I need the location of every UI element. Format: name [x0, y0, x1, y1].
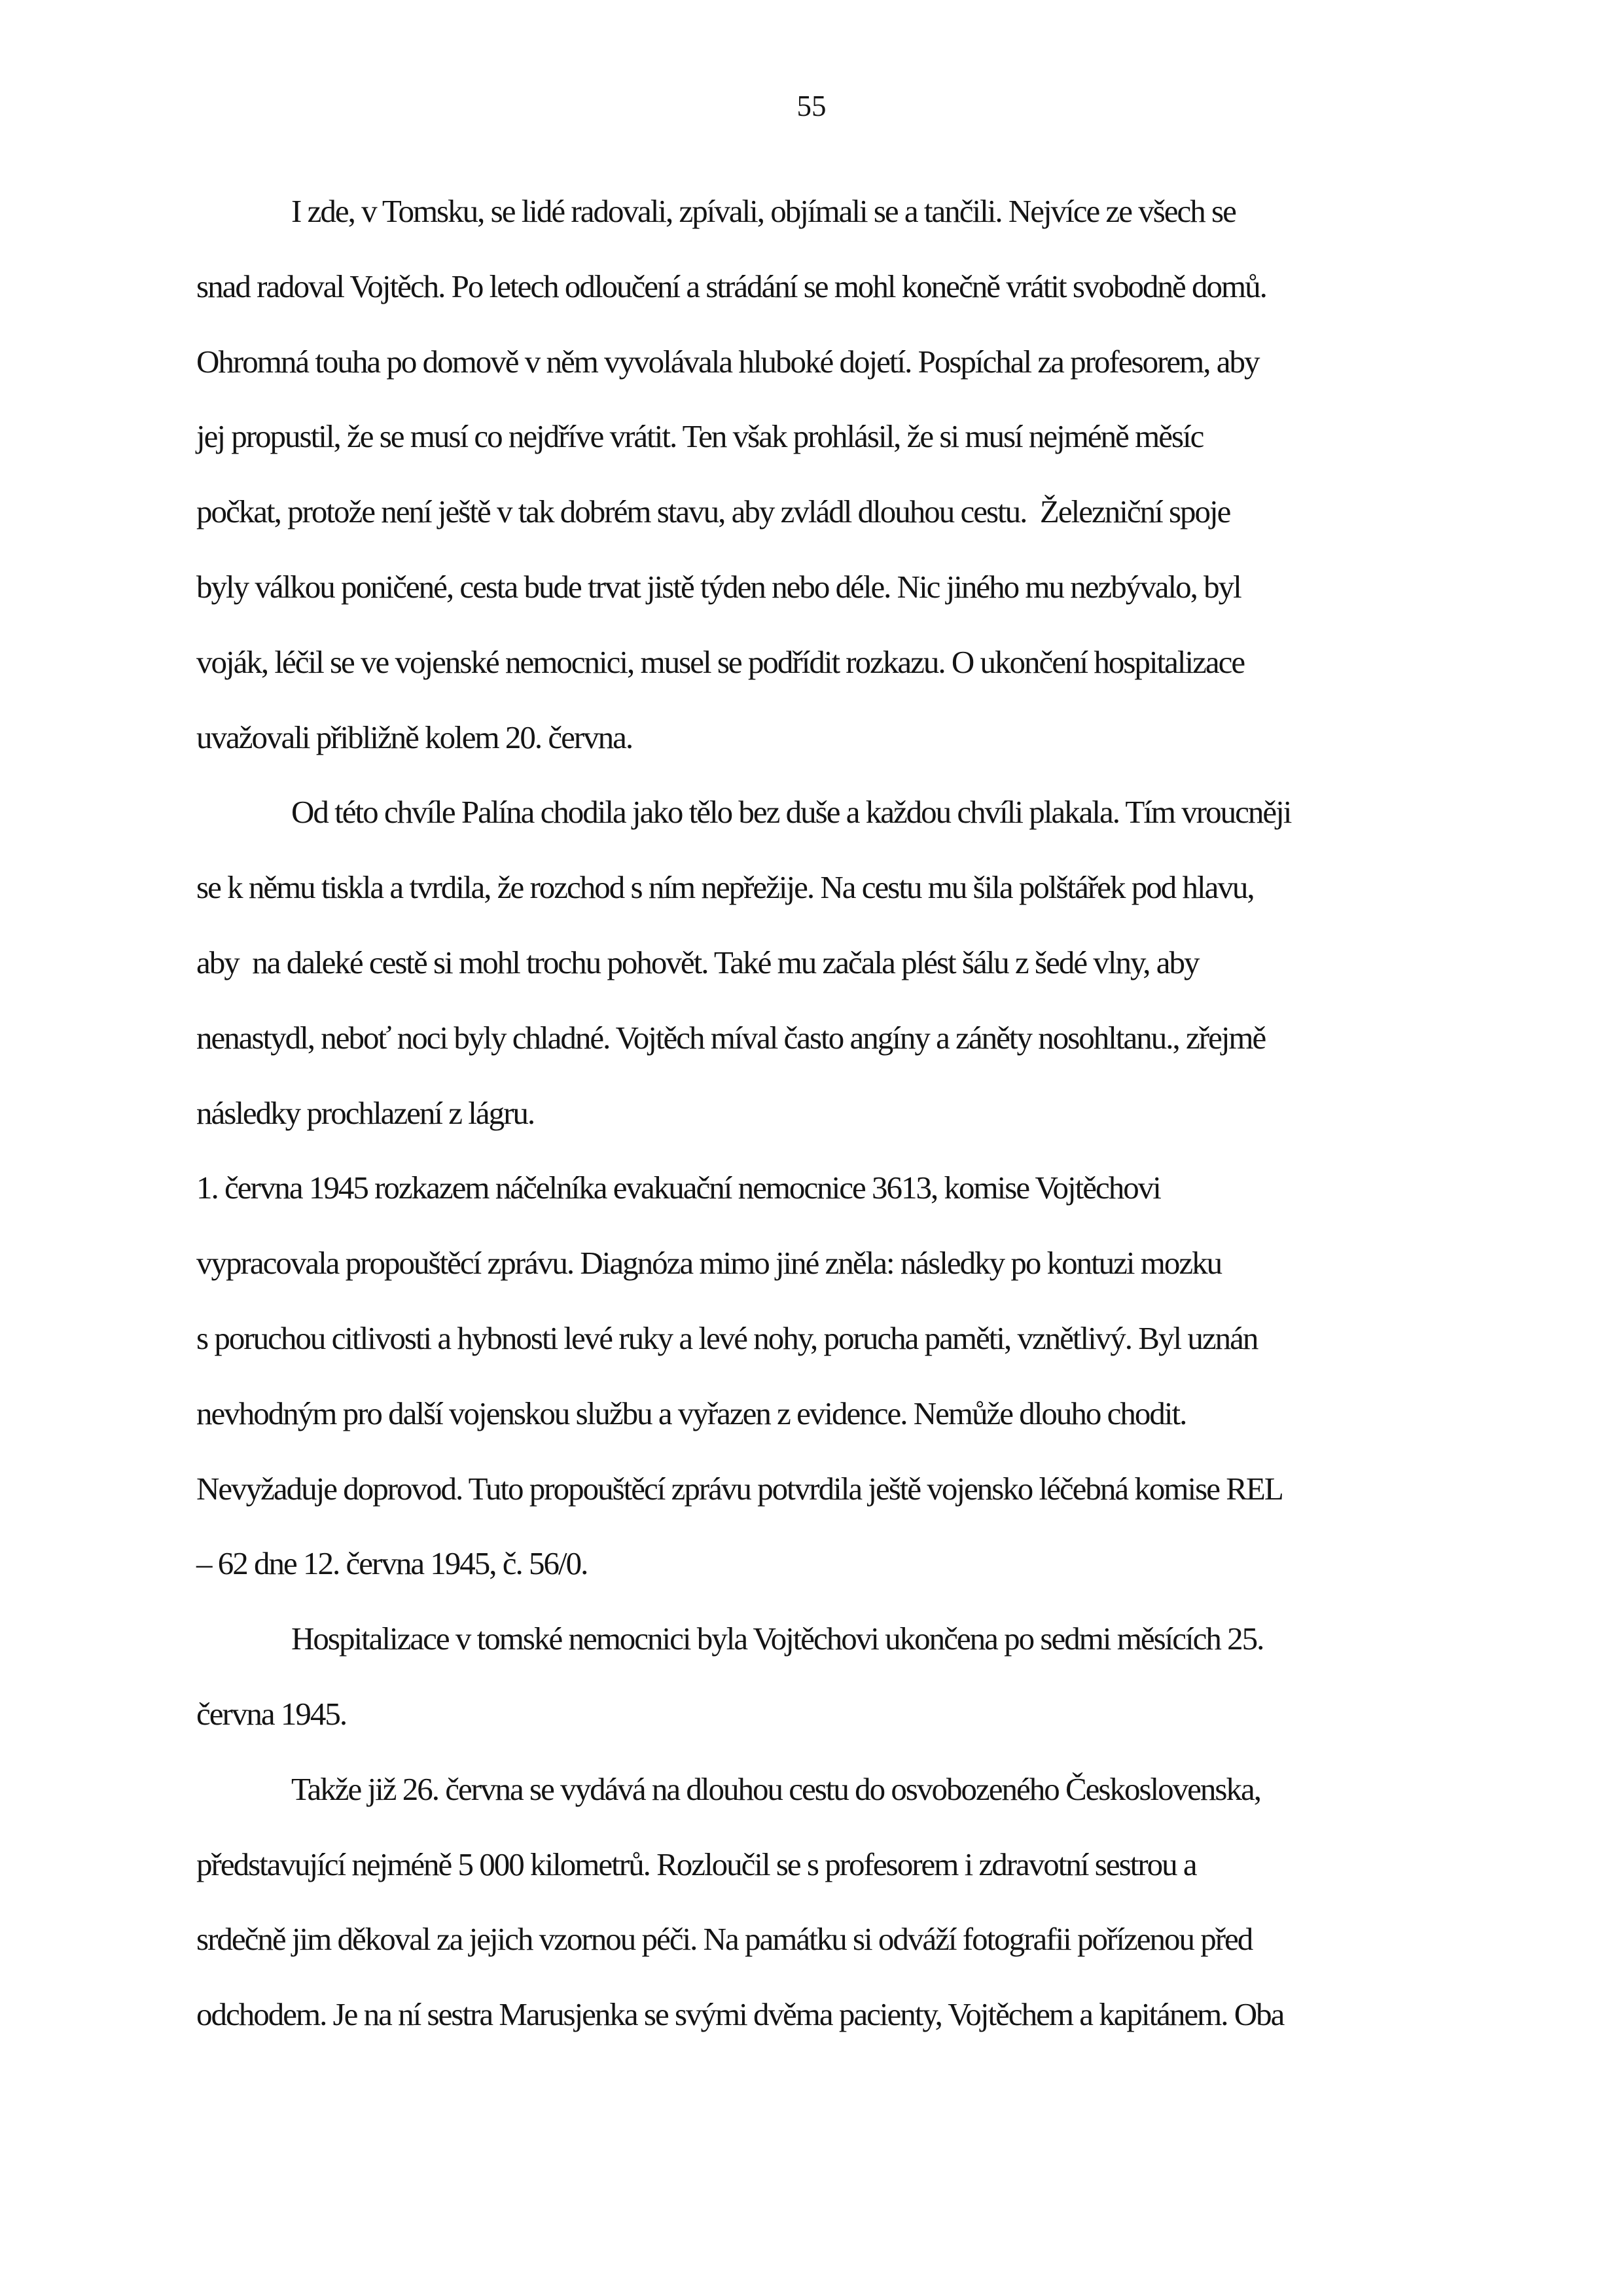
text-line: byly válkou poničené, cesta bude trvat jistě týden nebo déle. Nic jiného mu nezbývalo, byl	[196, 568, 1241, 605]
text-line: odchodem. Je na ní sestra Marusjenka se svými dvěma pacienty, Vojtěchem a kapitánem. Oba	[196, 1996, 1284, 2033]
text-line: srdečně jim děkoval za jejich vzornou péči. Na památku si odváží fotografii pořízenou před	[196, 1921, 1253, 1958]
page-text	[196, 174, 1436, 2053]
text-line: následky prochlazení z lágru.	[196, 1094, 535, 1131]
page-number: 55	[796, 90, 827, 122]
text-line: se k němu tiskla a tvrdila, že rozchod s ním nepřežije. Na cestu mu šila polštářek pod hlavu,	[196, 869, 1254, 906]
text-line: aby na daleké cestě si mohl trochu pohovět. Také mu začala plést šálu z šedé vlny, aby	[196, 944, 1199, 980]
text-line: – 62 dne 12. června 1945, č. 56/0.	[196, 1545, 588, 1582]
text-line: Od této chvíle Palína chodila jako tělo bez duše a každou chvíli plakala. Tím vroucněji	[291, 794, 1291, 831]
text-line: Takže již 26. června se vydává na dlouhou cestu do osvobozeného Československa,	[291, 1770, 1260, 1807]
text-line: představující nejméně 5 000 kilometrů. Rozloučil se s profesorem i zdravotní sestrou a	[196, 1846, 1196, 1882]
text-line: snad radoval Vojtěch. Po letech odloučení a strádání se mohl konečně vrátit svobodně domů.	[196, 268, 1266, 304]
text-line: počkat, protože není ještě v tak dobrém stavu, aby zvládl dlouhou cestu. Železniční spoje	[196, 493, 1230, 530]
text-line: I zde, v Tomsku, se lidé radovali, zpívali, objímali se a tančili. Nejvíce ze všech se	[291, 193, 1236, 229]
text-line: uvažovali přibližně kolem 20. června.	[196, 719, 633, 755]
text-line: nevhodným pro další vojenskou službu a vyřazen z evidence. Nemůže dlouho chodit.	[196, 1395, 1186, 1431]
text-line: vypracovala propouštěcí zprávu. Diagnóza mimo jiné zněla: následky po kontuzi mozku	[196, 1245, 1222, 1282]
text-line: nenastydl, neboť noci byly chladné. Vojtěch míval často angíny a záněty nosohltanu., zřejmě	[196, 1019, 1266, 1056]
text-line: Nevyžaduje doprovod. Tuto propouštěcí zprávu potvrdila ještě vojensko léčebná komise REL	[196, 1470, 1283, 1507]
text-line: 1. června 1945 rozkazem náčelníka evakuační nemocnice 3613, komise Vojtěchovi	[196, 1170, 1160, 1206]
text-line: jej propustil, že se musí co nejdříve vrátit. Ten však prohlásil, že si musí nejméně měsíc	[196, 418, 1204, 455]
text-line: Hospitalizace v tomské nemocnici byla Vojtěchovi ukončena po sedmi měsících 25.	[291, 1621, 1264, 1657]
text-line: Ohromná touha po domově v něm vyvolávala hluboké dojetí. Pospíchal za profesorem, aby	[196, 343, 1259, 380]
text-line: června 1945.	[196, 1695, 347, 1732]
text-line: voják, léčil se ve vojenské nemocnici, musel se podřídit rozkazu. O ukončení hospitalizace	[196, 643, 1245, 680]
text-line: s poruchou citlivosti a hybnosti levé ruky a levé nohy, porucha paměti, vznětlivý. Byl uznán	[196, 1319, 1258, 1356]
